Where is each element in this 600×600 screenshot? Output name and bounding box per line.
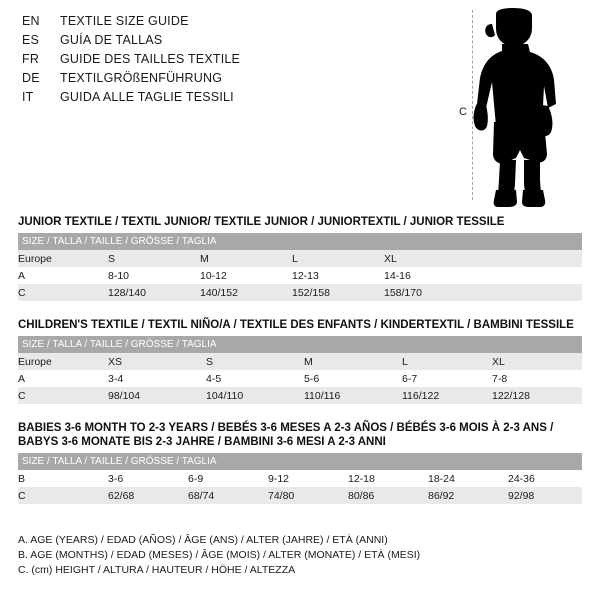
row-label: B — [18, 470, 108, 487]
band-label: SIZE / TALLA / TAILLE / GRÖSSE / TAGLIA — [18, 453, 582, 470]
table-row — [18, 284, 582, 301]
table-row — [18, 470, 582, 487]
table-cell: 110/116 — [304, 387, 402, 404]
section-title: CHILDREN'S TEXTILE / TEXTIL NIÑO/A / TEXTILE DES ENFANTS / KINDERTEXTIL / BAMBINI TESSILE — [18, 319, 574, 331]
table-cell: 18-24 — [428, 470, 508, 487]
band-label: SIZE / TALLA / TAILLE / GRÖSSE / TAGLIA — [18, 233, 582, 250]
language-title: TEXTILGRÖßENFÜHRUNG — [60, 71, 223, 85]
table-cell: 12-18 — [348, 470, 428, 487]
section-childrens-textile — [18, 318, 582, 404]
language-code: FR — [22, 52, 40, 66]
language-title: GUIDA ALLE TAGLIE TESSILI — [60, 90, 234, 104]
column-header: M — [200, 250, 292, 267]
table-cell: 24-36 — [508, 470, 582, 487]
row-label: A — [18, 267, 108, 284]
language-row — [22, 12, 442, 31]
column-header: XL — [492, 353, 582, 370]
size-table-babies — [18, 453, 582, 504]
table-row — [18, 267, 582, 284]
row-label: C — [18, 487, 108, 504]
language-row — [22, 50, 442, 69]
table-cell: 158/170 — [384, 284, 476, 301]
language-code: IT — [22, 90, 34, 104]
legend-line-b: B. AGE (MONTHS) / EDAD (MESES) / ÂGE (MOIS) / ALTER (MONATE) / ETÀ (MESI) — [18, 549, 421, 561]
column-header: L — [402, 353, 492, 370]
table-cell: 14-16 — [384, 267, 476, 284]
table-band-row — [18, 233, 582, 250]
table-cell: 3-4 — [108, 370, 206, 387]
language-title: GUIDE DES TAILLES TEXTILE — [60, 52, 241, 66]
table-cell: 86/92 — [428, 487, 508, 504]
band-label: SIZE / TALLA / TAILLE / GRÖSSE / TAGLIA — [18, 336, 582, 353]
table-cell: 92/98 — [508, 487, 582, 504]
table-cell: 116/122 — [402, 387, 492, 404]
table-row — [18, 387, 582, 404]
table-header-row — [18, 250, 582, 267]
section-babies-textile — [18, 421, 582, 504]
table-cell: 5-6 — [304, 370, 402, 387]
language-code: EN — [22, 14, 40, 28]
column-header: Europe — [18, 250, 108, 267]
table-cell: 104/110 — [206, 387, 304, 404]
column-header: XS — [108, 353, 206, 370]
table-header-row — [18, 353, 582, 370]
table-cell: 9-12 — [268, 470, 348, 487]
measurement-label-c: C — [459, 106, 467, 118]
table-cell: 8-10 — [108, 267, 200, 284]
table-cell: 80/86 — [348, 487, 428, 504]
table-cell: 122/128 — [492, 387, 582, 404]
language-code: ES — [22, 33, 40, 47]
column-header: S — [206, 353, 304, 370]
legend-line-a: A. AGE (YEARS) / EDAD (AÑOS) / ÂGE (ANS) / ALTER (JAHRE) / ETÀ (ANNI) — [18, 534, 388, 546]
section-junior-textile — [18, 215, 582, 301]
size-table-children — [18, 336, 582, 404]
column-header: S — [108, 250, 200, 267]
table-cell: 3-6 — [108, 470, 188, 487]
table-cell: 12-13 — [292, 267, 384, 284]
language-row — [22, 88, 442, 107]
table-row — [18, 370, 582, 387]
language-row — [22, 69, 442, 88]
row-label: C — [18, 387, 108, 404]
language-header — [22, 12, 442, 107]
language-code: DE — [22, 71, 40, 85]
language-title: TEXTILE SIZE GUIDE — [60, 14, 189, 28]
table-cell: 7-8 — [492, 370, 582, 387]
size-table-junior — [18, 233, 582, 301]
language-title: GUÍA DE TALLAS — [60, 33, 163, 47]
row-label: A — [18, 370, 108, 387]
table-cell: 128/140 — [108, 284, 200, 301]
column-header: XL — [384, 250, 476, 267]
table-band-row — [18, 453, 582, 470]
table-cell: 152/158 — [292, 284, 384, 301]
column-header: Europe — [18, 353, 108, 370]
table-row — [18, 487, 582, 504]
row-label: C — [18, 284, 108, 301]
table-cell: 98/104 — [108, 387, 206, 404]
table-cell: 140/152 — [200, 284, 292, 301]
table-cell-empty — [476, 284, 582, 301]
table-band-row — [18, 336, 582, 353]
language-row — [22, 31, 442, 50]
table-cell: 10-12 — [200, 267, 292, 284]
table-cell: 62/68 — [108, 487, 188, 504]
section-title: BABIES 3-6 MONTH TO 2-3 YEARS / BEBÉS 3-6 MESES A 2-3 AÑOS / BÉBÉS 3-6 MOIS À 2-3 ANS / BABYS 3-6 MONATE BIS 2-3 JAHRE / BAMBINI 3-6 MESI A 2-3 ANNI — [18, 422, 554, 448]
section-title: JUNIOR TEXTILE / TEXTIL JUNIOR/ TEXTILE JUNIOR / JUNIORTEXTIL / JUNIOR TESSILE — [18, 216, 505, 228]
table-cell: 74/80 — [268, 487, 348, 504]
table-cell: 68/74 — [188, 487, 268, 504]
table-cell: 6-9 — [188, 470, 268, 487]
legend — [18, 533, 582, 578]
column-header: L — [292, 250, 384, 267]
table-cell: 4-5 — [206, 370, 304, 387]
column-header-empty — [476, 250, 582, 267]
legend-line-c: C. (cm) HEIGHT / ALTURA / HAUTEUR / HÖHE / ALTEZZA — [18, 564, 296, 576]
toddler-silhouette-icon — [452, 8, 592, 208]
column-header: M — [304, 353, 402, 370]
table-cell-empty — [476, 267, 582, 284]
table-cell: 6-7 — [402, 370, 492, 387]
